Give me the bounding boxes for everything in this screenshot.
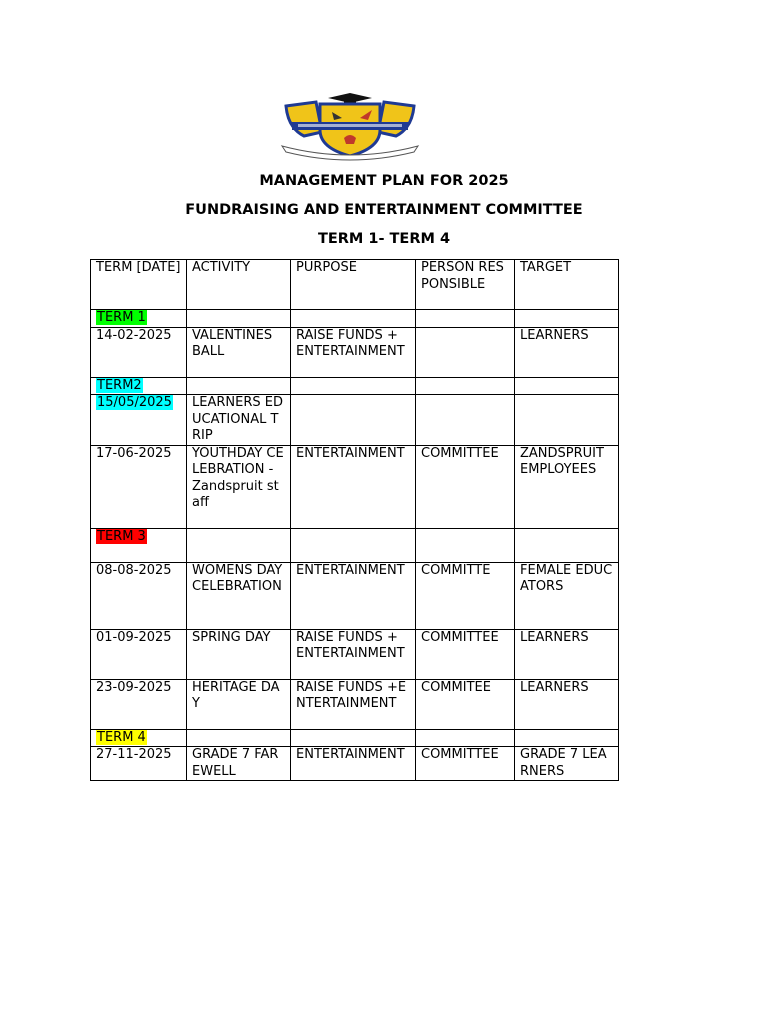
table-row	[91, 395, 619, 446]
table-row	[91, 679, 619, 729]
table-row	[91, 747, 619, 781]
term-cell	[91, 528, 187, 562]
table-cell	[416, 528, 515, 562]
target-cell: GRADE 7 LEARNERS	[515, 747, 619, 781]
table-cell	[291, 528, 416, 562]
purpose-cell	[291, 395, 416, 446]
activity-cell: VALENTINES BALL	[187, 327, 291, 377]
term-4-label: TERM 4	[97, 729, 146, 745]
table-row	[91, 327, 619, 377]
table-cell	[416, 310, 515, 328]
management-plan-table	[90, 259, 619, 781]
person-cell: COMMITTEE	[416, 629, 515, 679]
table-row	[91, 562, 619, 629]
document-title: MANAGEMENT PLAN FOR 2025	[259, 173, 509, 189]
target-cell: FEMALE EDUCATORS	[515, 562, 619, 629]
date-cell: 08-08-2025	[91, 562, 187, 629]
table-row	[91, 377, 619, 395]
header-target: TARGET	[515, 260, 619, 310]
table-cell	[416, 729, 515, 747]
table-cell	[515, 528, 619, 562]
person-cell: COMMITTE	[416, 562, 515, 629]
purpose-cell: RAISE FUNDS + ENTERTAINMENT	[291, 629, 416, 679]
date-highlight: 15/05/2025	[97, 395, 172, 410]
date-cell: 01-09-2025	[91, 629, 187, 679]
table-cell	[515, 310, 619, 328]
table-row	[91, 528, 619, 562]
table-cell	[416, 377, 515, 395]
person-cell	[416, 327, 515, 377]
person-cell	[416, 395, 515, 446]
term-cell	[91, 377, 187, 395]
date-cell: 14-02-2025	[91, 327, 187, 377]
activity-cell: YOUTHDAY CELEBRATION - Zandspruit staff	[187, 445, 291, 528]
activity-cell: LEARNERS EDUCATIONAL TRIP	[187, 395, 291, 446]
activity-cell: HERITAGE DAY	[187, 679, 291, 729]
person-cell: COMMITTEE	[416, 445, 515, 528]
term-2-label: TERM2	[97, 377, 142, 393]
table-header-row	[91, 260, 619, 310]
table-cell	[515, 377, 619, 395]
activity-cell: WOMENS DAY CELEBRATION	[187, 562, 291, 629]
table-cell	[187, 729, 291, 747]
table-cell	[187, 528, 291, 562]
purpose-cell: ENTERTAINMENT	[291, 747, 416, 781]
date-cell: 23-09-2025	[91, 679, 187, 729]
target-cell: ZANDSPRUIT EMPLOYEES	[515, 445, 619, 528]
activity-cell: GRADE 7 FAREWELL	[187, 747, 291, 781]
header-purpose: PURPOSE	[291, 260, 416, 310]
table-row	[91, 445, 619, 528]
table-cell	[515, 729, 619, 747]
target-cell: LEARNERS	[515, 327, 619, 377]
document-subtitle: FUNDRAISING AND ENTERTAINMENT COMMITTEE	[185, 202, 583, 218]
purpose-cell: RAISE FUNDS +ENTERTAINMENT	[291, 679, 416, 729]
date-cell: 17-06-2025	[91, 445, 187, 528]
date-cell: 27-11-2025	[91, 747, 187, 781]
purpose-cell: RAISE FUNDS + ENTERTAINMENT	[291, 327, 416, 377]
term-cell	[91, 729, 187, 747]
person-cell: COMMITEE	[416, 679, 515, 729]
table-cell	[187, 310, 291, 328]
header-activity: ACTIVITY	[187, 260, 291, 310]
date-cell	[91, 395, 187, 446]
table-cell	[291, 729, 416, 747]
term-3-label: TERM 3	[97, 528, 146, 544]
target-cell: LEARNERS	[515, 679, 619, 729]
activity-cell: SPRING DAY	[187, 629, 291, 679]
table-cell	[291, 377, 416, 395]
table-row	[91, 310, 619, 328]
header-term-date: TERM [DATE]	[91, 260, 187, 310]
target-cell: LEARNERS	[515, 629, 619, 679]
school-crest-logo	[276, 92, 424, 162]
target-cell	[515, 395, 619, 446]
term-cell	[91, 310, 187, 328]
header-person-responsible: PERSON RESPONSIBLE	[416, 260, 515, 310]
person-cell: COMMITTEE	[416, 747, 515, 781]
term-range-heading: TERM 1- TERM 4	[317, 231, 451, 247]
table-row	[91, 629, 619, 679]
term-1-label: TERM 1	[97, 310, 146, 325]
table-cell	[187, 377, 291, 395]
purpose-cell: ENTERTAINMENT	[291, 562, 416, 629]
purpose-cell: ENTERTAINMENT	[291, 445, 416, 528]
table-row	[91, 729, 619, 747]
table-cell	[291, 310, 416, 328]
